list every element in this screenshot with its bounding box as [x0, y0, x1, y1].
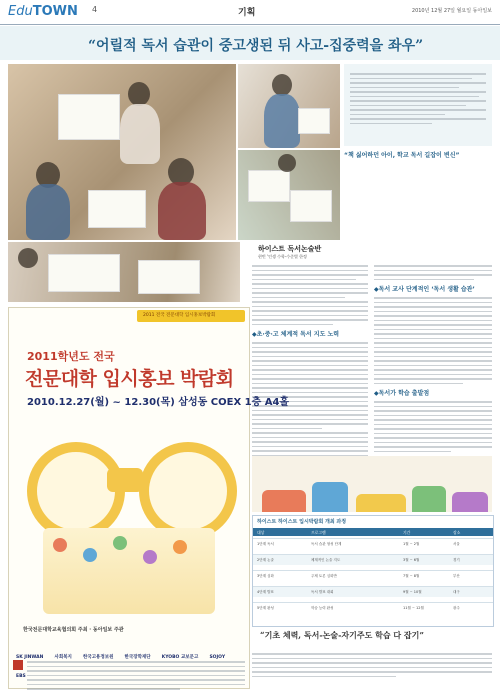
sponsor-logo: 한국고용정보원 — [83, 655, 114, 660]
ad-fine-print — [27, 658, 245, 693]
page-number: 4 — [92, 5, 98, 14]
ad-year-line: 2011학년도 전국 — [27, 350, 115, 363]
article-column-right — [374, 262, 492, 455]
sponsor-logo: 한국장학재단 — [124, 655, 151, 660]
table-row: 3단계 심화 주제 토론 심화반 7월 ~ 8월 부산 — [253, 570, 493, 581]
table-header-cell: 장소 — [453, 530, 461, 535]
ad-title: 전문대학 입시홍보 박람회 — [25, 368, 234, 390]
table-title: 하이스트 하이스트 입시박람회 개최 과정 — [257, 519, 347, 525]
sponsor-logos — [13, 643, 245, 679]
program-table — [252, 515, 494, 627]
sponsor-logo: 사회복지 — [54, 655, 72, 660]
table-header-cell: 프로그램 — [311, 530, 326, 535]
intro-text-box — [344, 64, 492, 146]
ad-date-line: 2010.12.27(월) ~ 12.30(목) 삼성동 COEX 1층 A4홀 — [27, 397, 290, 408]
article-subhead-3: ◆초·중·고 체계적 독서 지도 노력 — [252, 331, 340, 338]
date-line: 2010년 12월 27일 월요일 동아일보 — [411, 8, 492, 14]
bottom-article-text — [252, 650, 492, 680]
bottom-quote: “기초 체력, 독서-논술-자기주도 학습 다 잡기” — [260, 630, 424, 640]
table-row: 2단계 논술 체계적인 논술 지도 3월 ~ 6월 경기 — [253, 554, 493, 565]
article-subhead-2: ◆독서 교사 단계적인 ‘독서 생활 습관’ — [374, 286, 475, 293]
article-subhead-4: ◆독서가 학습 출발점 — [374, 390, 430, 397]
article-subhead-box — [344, 150, 492, 159]
sponsor-logo: KYOBO 교보문고 — [161, 655, 199, 660]
sponsor-logo: SK JINWAN — [16, 655, 44, 660]
table-row: 5단계 완성 학습 능력 완성 11월 ~ 12월 광주 — [253, 602, 493, 613]
photo-caption-subtitle: 현빈 '인생 수학-수준별 한정 — [258, 254, 307, 259]
section-label: 기획 — [238, 8, 256, 18]
ad-footnote-marker — [13, 660, 23, 670]
classroom-photo-main — [8, 64, 236, 240]
article-subhead-1: “책 싫어하던 아이, 학교 독서 길잡이 변신” — [344, 152, 460, 159]
article-column-left — [252, 262, 368, 468]
photo-caption-title: 하이스트 독서논술반 — [258, 245, 322, 253]
table-header-cell: 대상 — [257, 530, 265, 535]
classroom-photo-desk — [8, 242, 240, 302]
sponsor-logo: SOJOY — [209, 655, 226, 660]
classroom-photo-reading — [238, 64, 340, 148]
binoculars-illustration — [23, 408, 235, 618]
classroom-photo-writing — [238, 150, 340, 240]
headline: “어릴적 독서 습관이 중고생된 뒤 사고-집중력을 좌우” — [88, 38, 424, 54]
cartoon-illustration — [252, 456, 492, 512]
table-header — [253, 528, 493, 536]
ad-host-line: 한국전문대학교육협의회 주최 · 동아일보 주관 — [23, 627, 124, 633]
headline-band — [0, 26, 500, 60]
edutown-logo: EduTOWN — [8, 4, 78, 19]
page-header — [0, 0, 500, 25]
sponsor-logo: EBS — [16, 674, 26, 679]
table-header-cell: 기간 — [403, 530, 411, 535]
table-row: 4단계 발표 독서 발표 대회 9월 ~ 10월 대구 — [253, 586, 493, 597]
table-row: 1단계 독서 독서 습관 형성 단계 1월 ~ 2월 서울 — [253, 538, 493, 549]
ad-banner: 2011 전국 전문대학 입시홍보박람회 — [137, 310, 245, 322]
